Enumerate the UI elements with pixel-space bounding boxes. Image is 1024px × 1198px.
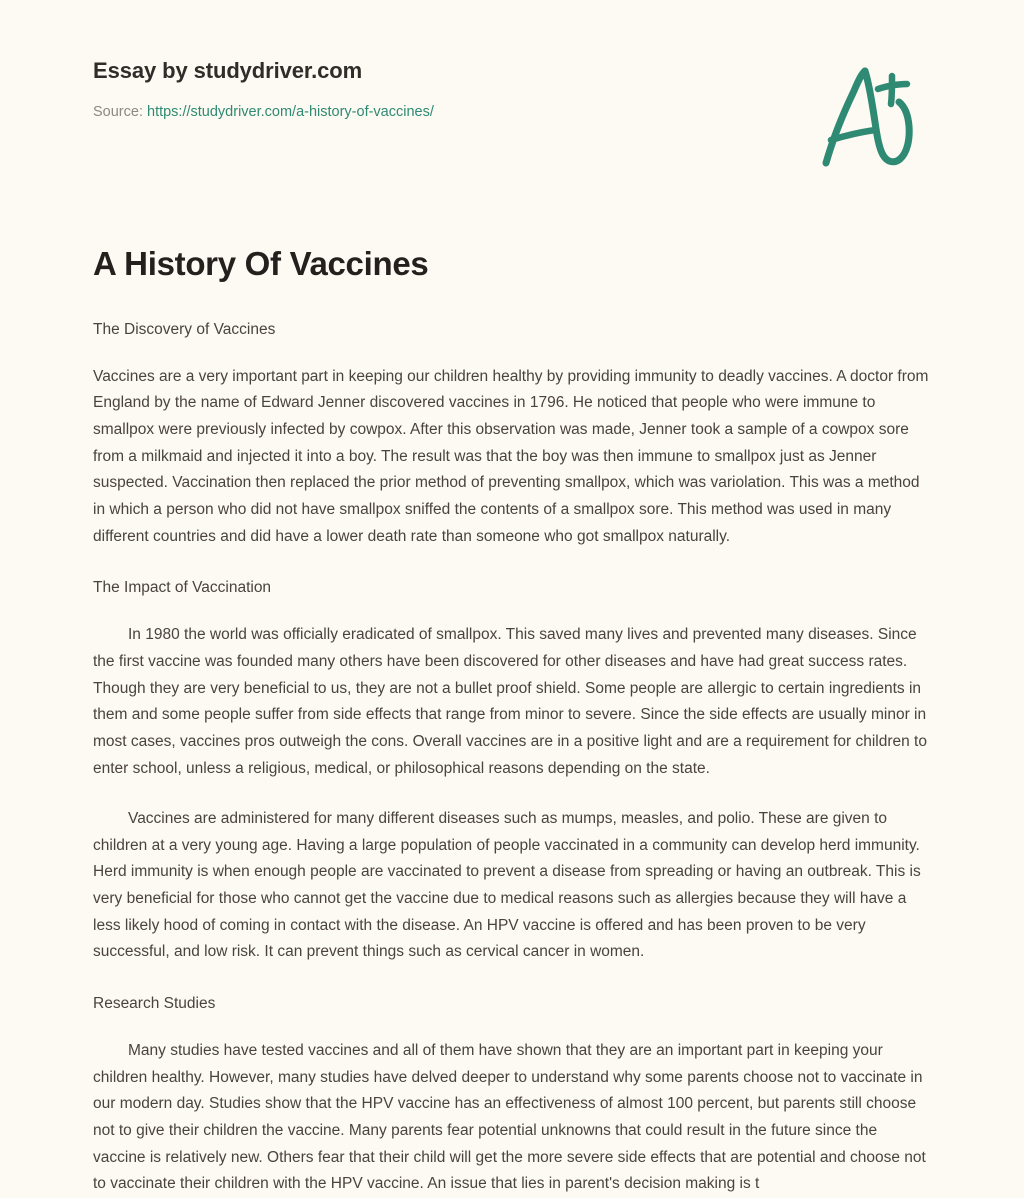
page-header xyxy=(0,0,1024,196)
a-plus-logo-svg xyxy=(806,58,924,176)
source-line xyxy=(93,102,733,122)
spacer xyxy=(93,342,931,364)
spacer xyxy=(93,966,931,992)
source-url-link[interactable]: https://studydriver.com/a-history-of-vaccines/ xyxy=(147,103,434,120)
header-text-block xyxy=(93,57,733,122)
essay-attribution: Essay by studydriver.com xyxy=(93,58,363,83)
section-heading-research: Research Studies xyxy=(93,995,216,1013)
spacer xyxy=(93,600,931,622)
a-plus-logo-icon xyxy=(806,58,924,176)
page-title: A History Of Vaccines xyxy=(93,245,429,282)
paragraph-research-1: Many studies have tested vaccines and all of them have shown that they are an important part in keeping your children healthy. However, many studies have delved deeper to understand why some parents choose not to vaccinate in our modern day. Studies show that the HPV vaccine has an effectiveness of almost 100 percent, but parents still choose not to give their children the vaccine. Many parents fear potential unknowns that could result in the future since the vaccine is relatively new. Others fear that their child will get the more severe side effects that are potential and choose not to vaccinate their children with the HPV vaccine. An issue that lies in parent's decision making is t xyxy=(93,1042,926,1193)
spacer xyxy=(93,1016,931,1038)
paragraph-impact-2: Vaccines are administered for many different diseases such as mumps, measles, and polio. These are given to children at a very young age. Having a large population of people vaccinated in a community can develop herd immunity. Herd immunity is when enough people are vaccinated to prevent a disease from spreading or having an outbreak. This is very beneficial for those who cannot get the vaccine due to medical reasons such as allergies because they will have a less likely hood of coming in contact with the disease. An HPV vaccine is offered and has been proven to be very successful, and low risk. It can prevent things such as cervical cancer in women. xyxy=(93,810,921,961)
spacer xyxy=(93,782,931,806)
document-content xyxy=(93,244,931,1198)
spacer xyxy=(93,284,931,318)
section-heading-impact: The Impact of Vaccination xyxy=(93,579,272,597)
paragraph-impact-1: In 1980 the world was officially eradicated of smallpox. This saved many lives and prevented many diseases. Since the first vaccine was founded many others have been discovered for other diseases and have had great success rates. Though they are very beneficial to us, they are not a bullet proof shield. Some people are allergic to certain ingredients in them and some people suffer from side effects that range from minor to severe. Since the side effects are usually minor in most cases, vaccines pros outweigh the cons. Overall vaccines are in a positive light and are a requirement for children to enter school, unless a religious, medical, or philosophical reasons depending on the state. xyxy=(93,626,927,777)
section-heading-discovery: The Discovery of Vaccines xyxy=(93,320,276,338)
paragraph-discovery-1: Vaccines are a very important part in keeping our children healthy by providing immunity to deadly vaccines. A doctor from England by the name of Edward Jenner discovered vaccines in 1796. He noticed that people who were immune to smallpox were previously infected by cowpox. After this observation was made, Jenner took a sample of a cowpox sore from a milkmaid and injected it into a boy. The result was that the boy was then immune to smallpox just as Jenner suspected. Vaccination then replaced the prior method of preventing smallpox, which was variolation. This was a method in which a person who did not have smallpox sniffed the contents of a smallpox sore. This method was used in many different countries and did have a lower death rate than someone who got smallpox naturally. xyxy=(93,367,929,545)
spacer xyxy=(93,550,931,576)
source-label: Source: xyxy=(93,103,147,120)
